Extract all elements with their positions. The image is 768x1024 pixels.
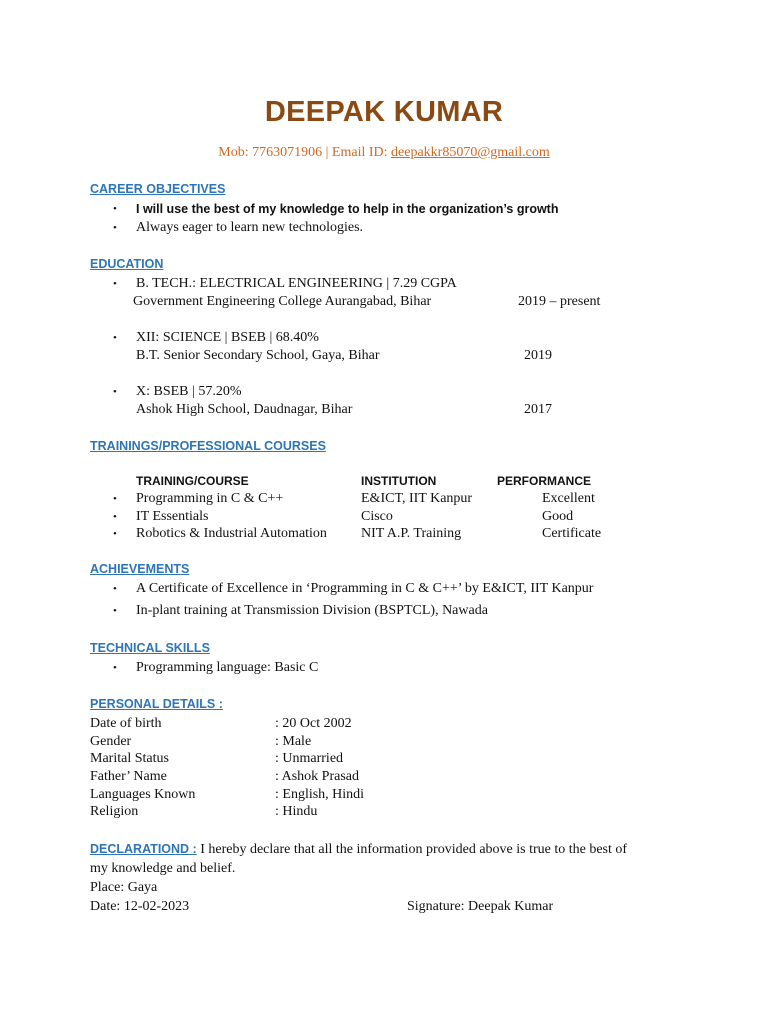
trainings-heading: TRAININGS/PROFESSIONAL COURSES [90, 439, 326, 453]
training-performance: Good [542, 509, 574, 524]
personal-label: Father’ Name [90, 769, 167, 784]
skill-item: Programming language: Basic C [136, 660, 319, 675]
bullet: • [113, 605, 117, 617]
training-course: Programming in C & C++ [136, 491, 284, 506]
training-institution: Cisco [361, 509, 393, 524]
personal-label: Date of birth [90, 716, 162, 731]
achievement-item: In-plant training at Transmission Division (BSPTCL), Nawada [136, 603, 488, 618]
education-year: 2019 – present [518, 294, 601, 309]
training-institution: NIT A.P. Training [361, 526, 462, 541]
bullet: • [113, 278, 117, 290]
education-school: Government Engineering College Aurangabad, Bihar [133, 294, 432, 309]
declaration-signature: Signature: Deepak Kumar [407, 899, 554, 914]
bullet: • [113, 583, 117, 595]
achievements-heading: ACHIEVEMENTS [90, 562, 190, 576]
column-header-institution: INSTITUTION [361, 474, 437, 488]
bullet: • [113, 386, 117, 398]
bullet: • [113, 222, 117, 234]
education-year: 2017 [524, 402, 552, 417]
training-performance: Excellent [542, 491, 595, 506]
personal-value: : Male [275, 734, 312, 749]
personal-value: : English, Hindi [275, 787, 365, 802]
personal-value: : Hindu [275, 804, 318, 819]
personal-value: : 20 Oct 2002 [275, 716, 352, 731]
bullet: • [113, 528, 117, 540]
education-title: B. TECH.: ELECTRICAL ENGINEERING | 7.29 CGPA [136, 276, 457, 291]
email-link[interactable]: deepakkr85070@gmail.com [391, 145, 550, 160]
personal-label: Religion [90, 804, 139, 819]
personal-label: Gender [90, 734, 132, 749]
personal-details-heading: PERSONAL DETAILS : [90, 697, 223, 711]
declaration-text: I hereby declare that all the information provided above is true to the best of [196, 842, 628, 857]
column-header-performance: PERFORMANCE [497, 474, 592, 488]
declaration-line [90, 840, 627, 858]
achievement-item: A Certificate of Excellence in ‘Programming in C & C++’ by E&ICT, IIT Kanpur [136, 581, 594, 596]
training-course: Robotics & Industrial Automation [136, 526, 327, 541]
career-objective-item: Always eager to learn new technologies. [136, 220, 364, 235]
personal-value: : Unmarried [275, 751, 344, 766]
technical-skills-heading: TECHNICAL SKILLS [90, 641, 210, 655]
education-year: 2019 [524, 348, 552, 363]
education-school: Ashok High School, Daudnagar, Bihar [136, 402, 353, 417]
career-objectives-heading: CAREER OBJECTIVES [90, 182, 226, 196]
bullet: • [113, 493, 117, 505]
training-institution: E&ICT, IIT Kanpur [361, 491, 473, 506]
declaration-place: Place: Gaya [90, 880, 158, 895]
bullet: • [113, 332, 117, 344]
personal-label: Marital Status [90, 751, 169, 766]
bullet: • [113, 203, 117, 215]
education-school: B.T. Senior Secondary School, Gaya, Bihar [136, 348, 380, 363]
declaration-text-continued: my knowledge and belief. [90, 861, 236, 876]
column-header-course: TRAINING/COURSE [136, 474, 249, 488]
declaration-date: Date: 12-02-2023 [90, 899, 190, 914]
bullet: • [113, 662, 117, 674]
education-heading: EDUCATION [90, 257, 164, 271]
personal-value: : Ashok Prasad [275, 769, 359, 784]
declaration-heading: DECLARATIOND : [90, 842, 197, 856]
education-title: X: BSEB | 57.20% [136, 384, 242, 399]
training-performance: Certificate [542, 526, 602, 541]
career-objective-item: I will use the best of my knowledge to help in the organization’s growth [136, 202, 559, 216]
contact-line [0, 145, 768, 161]
education-title: XII: SCIENCE | BSEB | 68.40% [136, 330, 319, 345]
bullet: • [113, 511, 117, 523]
contact-phone: Mob: 7763071906 | Email ID: [218, 145, 392, 160]
personal-label: Languages Known [90, 787, 196, 802]
candidate-name: DEEPAK KUMAR [264, 96, 504, 128]
training-course: IT Essentials [136, 509, 209, 524]
